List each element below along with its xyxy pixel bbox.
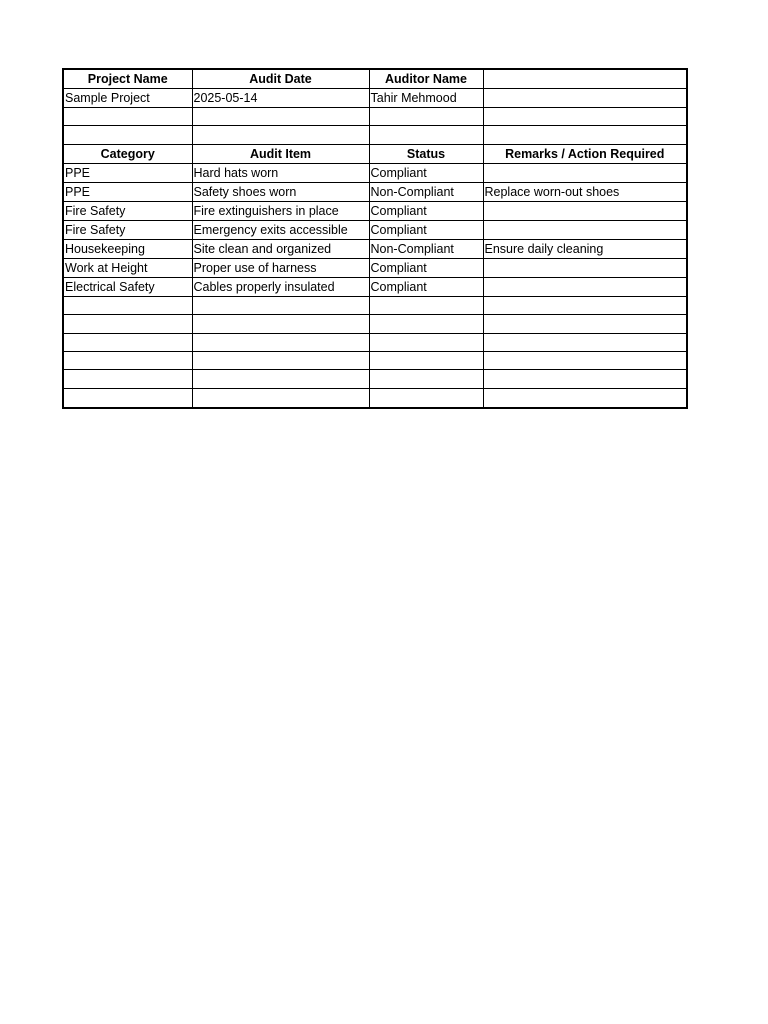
audit-item-cell: Proper use of harness [192, 258, 369, 277]
empty-cell [192, 351, 369, 369]
audit-item-cell: Site clean and organized [192, 239, 369, 258]
empty-cell [369, 315, 483, 333]
empty-cell [192, 388, 369, 406]
empty-row [64, 296, 686, 314]
audit-item-cell: Fire extinguishers in place [192, 201, 369, 220]
project-name-value: Sample Project [64, 89, 192, 108]
remarks-cell [483, 163, 686, 182]
empty-cell [483, 296, 686, 314]
empty-cell [369, 351, 483, 369]
empty-cell [483, 315, 686, 333]
empty-cell [369, 126, 483, 144]
remarks-cell: Ensure daily cleaning [483, 239, 686, 258]
remarks-cell: Replace worn-out shoes [483, 182, 686, 201]
empty-row [64, 388, 686, 406]
status-cell: Compliant [369, 163, 483, 182]
audit-item-cell: Hard hats worn [192, 163, 369, 182]
empty-cell [64, 126, 192, 144]
project-header-row [64, 70, 686, 89]
category-cell: Housekeeping [64, 239, 192, 258]
empty-cell [369, 370, 483, 388]
category-cell: PPE [64, 182, 192, 201]
audit-date-value: 2025-05-14 [192, 89, 369, 108]
empty-cell [64, 370, 192, 388]
category-header: Category [64, 144, 192, 163]
empty-cell [483, 370, 686, 388]
checklist-header-row [64, 144, 686, 163]
category-cell: PPE [64, 163, 192, 182]
empty-cell [483, 351, 686, 369]
audit-item-cell: Emergency exits accessible [192, 220, 369, 239]
empty-cell [192, 315, 369, 333]
empty-cell [483, 388, 686, 406]
status-cell: Compliant [369, 258, 483, 277]
empty-row [64, 315, 686, 333]
empty-cell [483, 126, 686, 144]
audit-date-header: Audit Date [192, 70, 369, 89]
empty-row [64, 126, 686, 144]
empty-cell [369, 296, 483, 314]
empty-cell [369, 333, 483, 351]
empty-cell [483, 333, 686, 351]
blank-value-cell [483, 89, 686, 108]
status-cell: Non-Compliant [369, 182, 483, 201]
empty-cell [192, 333, 369, 351]
empty-cell [192, 108, 369, 126]
table-row [64, 220, 686, 239]
empty-cell [192, 370, 369, 388]
empty-cell [483, 108, 686, 126]
table-row [64, 163, 686, 182]
table-row [64, 277, 686, 296]
auditor-name-header: Auditor Name [369, 70, 483, 89]
empty-row [64, 108, 686, 126]
category-cell: Fire Safety [64, 201, 192, 220]
audit-item-cell: Safety shoes worn [192, 182, 369, 201]
status-cell: Compliant [369, 201, 483, 220]
remarks-cell [483, 277, 686, 296]
table-row [64, 239, 686, 258]
blank-header-cell [483, 70, 686, 89]
empty-row [64, 351, 686, 369]
empty-cell [192, 126, 369, 144]
empty-cell [64, 296, 192, 314]
empty-row [64, 333, 686, 351]
remarks-header: Remarks / Action Required [483, 144, 686, 163]
table-row [64, 182, 686, 201]
empty-cell [64, 108, 192, 126]
audit-table [64, 70, 686, 407]
project-values-row [64, 89, 686, 108]
category-cell: Fire Safety [64, 220, 192, 239]
audit-item-header: Audit Item [192, 144, 369, 163]
remarks-cell [483, 201, 686, 220]
status-cell: Non-Compliant [369, 239, 483, 258]
audit-sheet [62, 68, 688, 409]
empty-cell [369, 388, 483, 406]
empty-cell [369, 108, 483, 126]
empty-cell [192, 296, 369, 314]
status-cell: Compliant [369, 277, 483, 296]
category-cell: Electrical Safety [64, 277, 192, 296]
table-row [64, 201, 686, 220]
table-row [64, 258, 686, 277]
empty-row [64, 370, 686, 388]
category-cell: Work at Height [64, 258, 192, 277]
empty-cell [64, 388, 192, 406]
auditor-name-value: Tahir Mehmood [369, 89, 483, 108]
empty-cell [64, 351, 192, 369]
empty-cell [64, 333, 192, 351]
audit-item-cell: Cables properly insulated [192, 277, 369, 296]
status-header: Status [369, 144, 483, 163]
remarks-cell [483, 258, 686, 277]
project-name-header: Project Name [64, 70, 192, 89]
empty-cell [64, 315, 192, 333]
remarks-cell [483, 220, 686, 239]
status-cell: Compliant [369, 220, 483, 239]
